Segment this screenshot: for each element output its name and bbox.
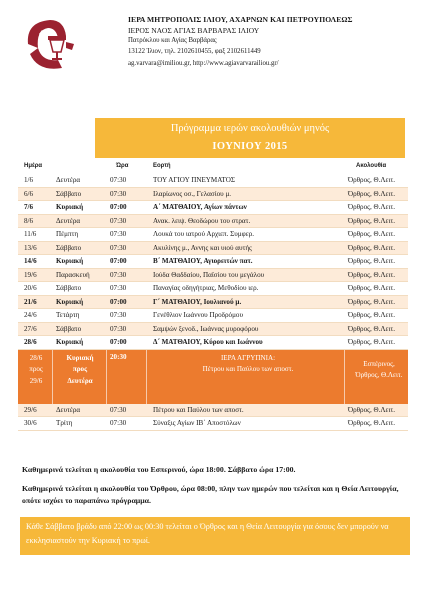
table-row (18, 215, 408, 229)
row-time: 07:30 (110, 176, 127, 184)
row-day: Κυριακή (56, 257, 84, 265)
vigil-feast-name: Πέτρου και Παύλου των αποστ. (202, 365, 294, 373)
row-date: 1/6 (24, 176, 34, 184)
table-row (18, 188, 408, 202)
title-line: Πρόγραμμα ιερών ακολουθιών μηνός (170, 123, 330, 134)
table-row (18, 404, 408, 418)
row-feast: Γενέθλιον Ιωάννου Προδρόμου (153, 311, 243, 319)
vigil-service (348, 359, 410, 382)
row-time: 07:30 (110, 284, 127, 292)
email-website: ag.varvara@imiliou.gr, http://www.agiavarvarailiou.gr/ (128, 60, 279, 67)
row-day: Σάββατο (56, 284, 82, 292)
row-feast: Λουκά του ιατρού Αρχιεπ. Συμφερ. (153, 230, 255, 238)
vigil-divider (52, 350, 53, 404)
table-row (18, 255, 408, 269)
vigil-feast-title: ΙΕΡΑ ΑΓΡΥΠΝΙΑ: (220, 353, 276, 362)
row-day: Κυριακή (56, 338, 84, 346)
vigil-dates (21, 353, 51, 388)
row-service: Όρθρος, Θ.Λειτ. (348, 189, 396, 198)
row-date: 30/6 (24, 419, 37, 427)
table-row (18, 309, 408, 323)
row-date: 19/6 (24, 270, 37, 279)
notes (22, 464, 410, 514)
row-feast: Σύναξις Αγίων ΙΒ΄ Αποστόλων (153, 419, 241, 427)
church-emblem-icon (18, 14, 82, 74)
row-feast: Δ΄ ΜΑΤΘΑΙΟΥ, Κύρου και Ιωάννου (153, 338, 263, 346)
row-date: 14/6 (24, 257, 37, 265)
row-time: 07:00 (110, 257, 127, 265)
vigil-service-2: Όρθρος, Θ.Λειτ. (355, 371, 403, 379)
row-service: Όρθρος, Θ.Λειτ. (348, 203, 396, 211)
row-date: 29/6 (24, 405, 37, 414)
row-day: Τετάρτη (56, 311, 80, 319)
row-feast: Παναγίας οδηγήτριας, Μεθοδίου ιερ. (153, 284, 259, 292)
row-day: Δευτέρα (56, 405, 81, 414)
table-row (18, 282, 408, 296)
table-row (18, 296, 408, 310)
row-time: 07:30 (110, 230, 127, 238)
vigil-days (56, 353, 104, 388)
row-feast: Β΄ ΜΑΤΘΑΙΟΥ, Αγιορειτών πατ. (153, 257, 253, 265)
schedule-title (95, 118, 405, 158)
vigil-day-connector: προς (72, 365, 88, 373)
col-service-header: Ακολουθία (356, 163, 387, 169)
row-service: Όρθρος, Θ.Λειτ. (348, 338, 396, 346)
table-header (18, 160, 408, 174)
row-service: Όρθρος, Θ.Λειτ. (348, 270, 396, 279)
row-time: 07:30 (110, 270, 127, 279)
row-time: 07:30 (110, 311, 127, 319)
vigil-divider (344, 350, 345, 404)
matins-note: Καθημερινά τελείται η ακολουθία του Όρθρου, ώρα 08:00, πλην των ημερών που τελείται και η Θεία Λειτουργία, οπότε ισχύει το παραπάνω πρόγραμμα. (22, 484, 399, 505)
row-time: 07:00 (110, 338, 127, 346)
row-time: 07:00 (110, 203, 127, 211)
title-month: ΙΟΥΝΙΟΥ 2015 (212, 141, 288, 152)
col-time-header: Ώρα (116, 163, 129, 169)
row-time: 07:30 (110, 216, 127, 225)
row-date: 6/6 (24, 189, 34, 198)
row-day: Πέμπτη (56, 230, 79, 238)
church-name: ΙΕΡΟΣ ΝΑΟΣ ΑΓΙΑΣ ΒΑΡΒΑΡΑΣ ΙΛΙΟΥ (128, 26, 260, 35)
row-service: Όρθρος, Θ.Λειτ. (348, 405, 396, 414)
row-feast: Πέτρου και Παύλου των αποστ. (153, 405, 244, 414)
row-service: Όρθρος, Θ.Λειτ. (348, 243, 396, 252)
table-row (18, 228, 408, 242)
row-day: Σάββατο (56, 243, 82, 252)
row-date: 20/6 (24, 284, 37, 292)
letterhead (18, 14, 408, 94)
row-time: 07:30 (110, 405, 127, 414)
row-date: 24/6 (24, 311, 37, 319)
vespers-note: Καθημερινά τελείται η ακολουθία του Εσπερινού, ώρα 18:00. Σάββατο ώρα 17:00. (22, 465, 296, 474)
services-table (18, 160, 408, 431)
vigil-divider (106, 350, 107, 404)
col-date-header: Ημέρα (24, 163, 43, 169)
row-time: 07:00 (110, 297, 127, 306)
row-time: 07:30 (110, 189, 127, 198)
vigil-date-end: 29/6 (29, 376, 43, 385)
vigil-day-start: Κυριακή (66, 353, 94, 362)
institution-info (128, 14, 418, 70)
col-feast-header: Εορτή (153, 163, 171, 169)
row-service: Όρθρος, Θ.Λειτ. (348, 176, 396, 184)
row-time: 07:30 (110, 243, 127, 252)
row-date: 7/6 (24, 203, 34, 211)
row-date: 21/6 (24, 297, 37, 306)
vigil-divider (146, 350, 147, 404)
table-row (18, 269, 408, 283)
row-time: 07:30 (110, 324, 127, 333)
row-feast: Σαμψών ξενοδ., Ιωάννας μυροφόρου (153, 324, 259, 333)
row-day: Κυριακή (56, 297, 84, 306)
row-day: Σάββατο (56, 324, 82, 333)
row-feast: Γ΄ ΜΑΤΘΑΙΟΥ, Ιουλιανού μ. (153, 297, 242, 306)
row-service: Όρθρος, Θ.Λειτ. (348, 230, 396, 238)
table-row (18, 336, 408, 350)
row-feast: ΤΟΥ ΑΓΙΟΥ ΠΝΕΥΜΑΤΟΣ (153, 176, 236, 184)
row-date: 11/6 (24, 230, 37, 238)
row-service: Όρθρος, Θ.Λειτ. (348, 284, 396, 292)
vigil-feast (153, 353, 343, 376)
row-day: Κυριακή (56, 203, 84, 211)
row-service: Όρθρος, Θ.Λειτ. (348, 324, 396, 333)
row-day: Δευτέρα (56, 176, 81, 184)
vigil-service-1: Εσπέρινος, (363, 359, 395, 368)
row-day: Δευτέρα (56, 216, 81, 225)
row-feast: Ακυλίνης μ., Αννης και υιού αυτής (153, 243, 252, 252)
address-street: Πατρόκλου και Αγίας Βαρβάρας (128, 37, 217, 44)
row-date: 27/6 (24, 324, 37, 333)
row-service: Όρθρος, Θ.Λειτ. (348, 257, 396, 265)
row-service: Όρθρος, Θ.Λειτ. (348, 297, 396, 306)
row-service: Όρθρος, Θ.Λειτ. (348, 311, 396, 319)
vigil-date-start: 28/6 (29, 353, 43, 362)
row-service: Όρθρος, Θ.Λειτ. (348, 419, 396, 427)
row-time: 07:30 (110, 419, 127, 427)
row-feast: Ιλαρίωνος οσ., Γελασίου μ. (153, 189, 232, 198)
table-row (18, 323, 408, 337)
address-contact: 13122 Ίλιον, τηλ. 2102610455, φαξ 2102611449 (128, 47, 261, 55)
row-service: Όρθρος, Θ.Λειτ. (348, 216, 396, 225)
row-day: Σάββατο (56, 189, 82, 198)
row-feast: Α΄ ΜΑΤΘΑΙΟΥ, Αγίων πάντων (153, 203, 247, 211)
row-feast: Ιούδα Θαδδαίου, Παϊσίου του μεγάλου (153, 270, 265, 279)
row-day: Παρασκευή (56, 270, 90, 279)
row-feast: Ανακ. λειψ. Θεοδώρου του στρατ. (153, 216, 251, 225)
table-row (18, 174, 408, 188)
table-row (18, 201, 408, 215)
vigil-day-end: Δευτέρα (67, 376, 93, 385)
row-day: Τρίτη (56, 419, 73, 427)
vigil-date-connector: προς (29, 365, 43, 373)
saturday-night-banner: Κάθε Σάββατο βράδυ από 22:00 ως 00:30 τελείται ο Όρθρος και η Θεία Λειτουργία για όσους δεν μπορούν να εκκλησιαστούν την Κυριακή το πρωί. (20, 517, 410, 555)
row-date: 13/6 (24, 243, 37, 252)
row-date: 8/6 (24, 216, 34, 225)
vigil-time: 20:30 (110, 352, 127, 361)
table-row (18, 417, 408, 431)
table-row (18, 242, 408, 256)
vigil-row (18, 350, 408, 404)
row-date: 28/6 (24, 338, 37, 346)
metropolis-name: ΙΕΡΑ ΜΗΤΡΟΠΟΛΙΣ ΙΛΙΟΥ, ΑΧΑΡΝΩΝ ΚΑΙ ΠΕΤΡΟΥΠΟΛΕΩΣ (128, 15, 353, 24)
